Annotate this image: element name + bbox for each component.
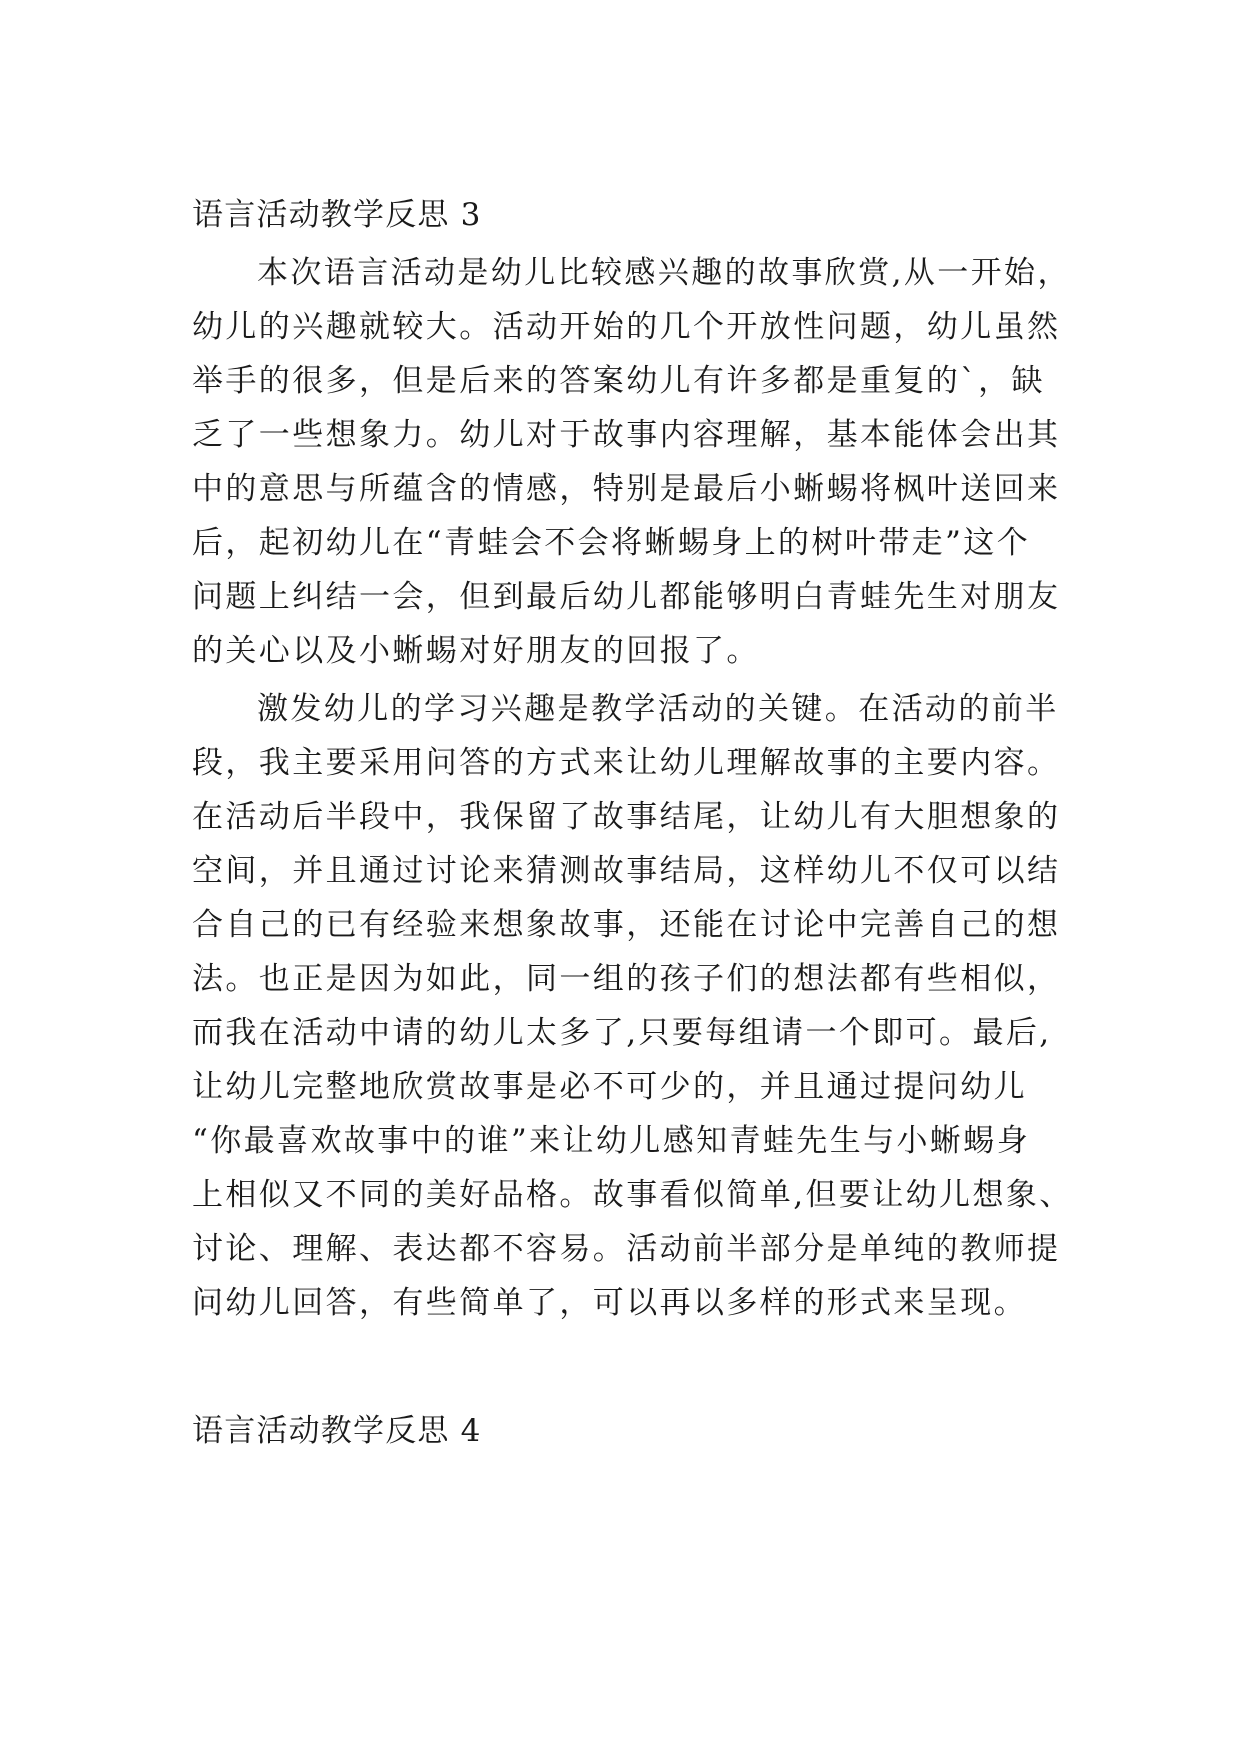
paragraph-2-line-6: 法。也正是因为如此，同一组的孩子们的想法都有些相似， <box>192 961 1061 997</box>
paragraph-2-line-12: 问幼儿回答，有些简单了，可以再以多样的形式来呈现。 <box>192 1285 1027 1321</box>
section-heading-3: 语言活动教学反思 3 <box>192 197 482 233</box>
paragraph-2-line-1: 激发幼儿的学习兴趣是教学活动的关键。在活动的前半 <box>257 691 1059 727</box>
paragraph-1-line-5: 中的意思与所蕴含的情感，特别是最后小蜥蜴将枫叶送回来 <box>192 471 1061 507</box>
paragraph-2-line-7: 而我在活动中请的幼儿太多了,只要每组请一个即可。最后, <box>192 1015 1052 1051</box>
paragraph-2-line-4: 空间，并且通过讨论来猜测故事结局，这样幼儿不仅可以结 <box>192 853 1061 889</box>
paragraph-2-line-8: 让幼儿完整地欣赏故事是必不可少的，并且通过提问幼儿 <box>192 1069 1027 1105</box>
paragraph-2-line-10: 上相似又不同的美好品格。故事看似简单,但要让幼儿想象、 <box>192 1177 1073 1213</box>
paragraph-2-line-11: 讨论、理解、表达都不容易。活动前半部分是单纯的教师提 <box>192 1231 1061 1267</box>
section-heading-4: 语言活动教学反思 4 <box>192 1413 482 1449</box>
paragraph-1-line-7: 问题上纠结一会，但到最后幼儿都能够明白青蛙先生对朋友 <box>192 579 1061 615</box>
paragraph-1-line-6: 后，起初幼儿在“青蛙会不会将蜥蜴身上的树叶带走”这个 <box>192 525 1031 561</box>
paragraph-1-line-4: 乏了一些想象力。幼儿对于故事内容理解，基本能体会出其 <box>192 417 1061 453</box>
paragraph-2-line-5: 合自己的已有经验来想象故事，还能在讨论中完善自己的想 <box>192 907 1061 943</box>
paragraph-1-line-2: 幼儿的兴趣就较大。活动开始的几个开放性问题，幼儿虽然 <box>192 309 1061 345</box>
paragraph-2-line-9: “你最喜欢故事中的谁”来让幼儿感知青蛙先生与小蜥蜴身 <box>192 1123 1031 1159</box>
paragraph-1-line-3: 举手的很多，但是后来的答案幼儿有许多都是重复的`，缺 <box>192 363 1045 399</box>
paragraph-1-line-8: 的关心以及小蜥蜴对好朋友的回报了。 <box>192 633 760 669</box>
paragraph-1-line-1: 本次语言活动是幼儿比较感兴趣的故事欣赏,从一开始， <box>257 255 1071 291</box>
paragraph-2-line-3: 在活动后半段中，我保留了故事结尾，让幼儿有大胆想象的 <box>192 799 1061 835</box>
paragraph-2-line-2: 段，我主要采用问答的方式来让幼儿理解故事的主要内容。 <box>192 745 1061 781</box>
